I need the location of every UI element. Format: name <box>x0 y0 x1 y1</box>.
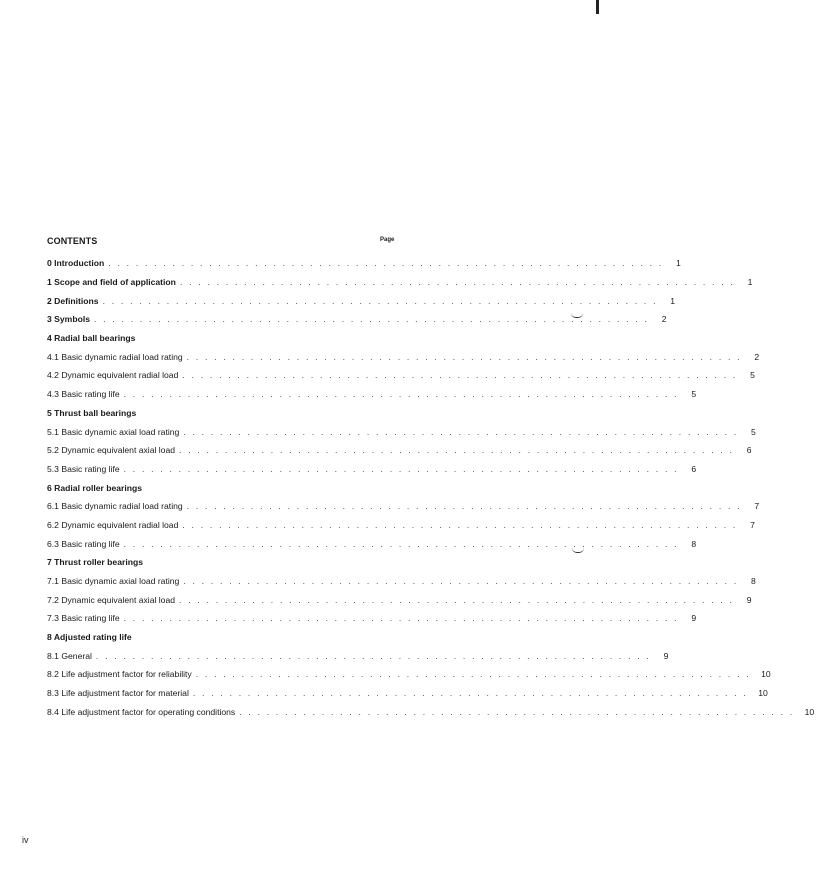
toc-section-heading <box>47 404 392 423</box>
dot-leader: . . . . . . . . . . . . . . . . . . . . . . . . . . . . . . . . . . . . . . . . . . . . . . . . . . . . . . . . . . . . . <box>179 277 736 288</box>
toc-entry[interactable] <box>47 572 756 591</box>
toc-entry-page: 9 <box>691 613 697 624</box>
toc-entry-title: 7.3 Basic rating life <box>47 613 120 624</box>
dot-leader: . . . . . . . . . . . . . . . . . . . . . . . . . . . . . . . . . . . . . . . . . . . . . . . . . . . . . . . . . . . . . <box>123 463 679 474</box>
toc-section-heading <box>47 478 392 497</box>
toc-section-heading <box>47 329 392 348</box>
toc-section-title: 7 Thrust roller bearings <box>47 557 143 568</box>
toc-entry[interactable] <box>47 609 697 628</box>
toc-entry-title: 5.3 Basic rating life <box>47 463 120 474</box>
dot-leader: . . . . . . . . . . . . . . . . . . . . . . . . . . . . . . . . . . . . . . . . . . . . . . . . . . . . . . . . . . . . . <box>186 501 742 512</box>
toc-entry[interactable] <box>47 310 667 329</box>
toc-entry-title: 4.3 Basic rating life <box>47 389 120 400</box>
dot-leader: . . . . . . . . . . . . . . . . . . . . . . . . . . . . . . . . . . . . . . . . . . . . . . . . . . . . . . . . . . . . . <box>108 258 664 269</box>
toc-entry-title: 2 Definitions <box>47 295 99 306</box>
toc-entry-page: 1 <box>747 277 753 288</box>
toc-entry-page: 5 <box>750 370 755 381</box>
toc-entry-page: 2 <box>754 351 760 362</box>
dot-leader: . . . . . . . . . . . . . . . . . . . . . . . . . . . . . . . . . . . . . . . . . . . . . . . . . . . . . . . . . . . . . <box>179 445 735 456</box>
scan-artifact-mark <box>572 548 584 553</box>
dot-leader: . . . . . . . . . . . . . . . . . . . . . . . . . . . . . . . . . . . . . . . . . . . . . . . . . . . . . . . . . . . . . <box>239 706 795 717</box>
dot-leader: . . . . . . . . . . . . . . . . . . . . . . . . . . . . . . . . . . . . . . . . . . . . . . . . . . . . . . . . . . . . . <box>102 295 658 306</box>
toc-entry[interactable] <box>47 703 815 722</box>
toc-entry-page: 5 <box>751 426 756 437</box>
dot-leader: . . . . . . . . . . . . . . . . . . . . . . . . . . . . . . . . . . . . . . . . . . . . . . . . . . . . . . . . . . . . . <box>123 613 679 624</box>
toc-entry[interactable] <box>47 441 752 460</box>
dot-leader: . . . . . . . . . . . . . . . . . . . . . . . . . . . . . . . . . . . . . . . . . . . . . . . . . . . . . . . . . . . . . <box>179 594 735 605</box>
dot-leader: . . . . . . . . . . . . . . . . . . . . . . . . . . . . . . . . . . . . . . . . . . . . . . . . . . . . . . . . . . . . . <box>94 314 650 325</box>
toc-entry-title: 4.2 Dynamic equivalent radial load <box>47 370 179 381</box>
toc-entry-title: 8.1 General <box>47 650 92 661</box>
scan-edge-mark <box>596 0 599 14</box>
toc-entry-title: 7.2 Dynamic equivalent axial load <box>47 594 176 605</box>
toc-entry[interactable] <box>47 665 771 684</box>
dot-leader: . . . . . . . . . . . . . . . . . . . . . . . . . . . . . . . . . . . . . . . . . . . . . . . . . . . . . . . . . . . . . <box>183 576 739 587</box>
toc-entry-title: 4.1 Basic dynamic radial load rating <box>47 351 183 362</box>
toc-entry[interactable] <box>47 590 752 609</box>
dot-leader: . . . . . . . . . . . . . . . . . . . . . . . . . . . . . . . . . . . . . . . . . . . . . . . . . . . . . . . . . . . . . <box>123 389 679 400</box>
toc-entry-page: 9 <box>746 594 752 605</box>
toc-entry-page: 10 <box>758 688 768 699</box>
toc-section-title: 5 Thrust ball bearings <box>47 407 137 418</box>
dot-leader: . . . . . . . . . . . . . . . . . . . . . . . . . . . . . . . . . . . . . . . . . . . . . . . . . . . . . . . . . . . . . <box>182 519 738 530</box>
toc-entry-page: 5 <box>691 389 697 400</box>
dot-leader: . . . . . . . . . . . . . . . . . . . . . . . . . . . . . . . . . . . . . . . . . . . . . . . . . . . . . . . . . . . . . <box>123 538 679 549</box>
toc-entry[interactable] <box>47 497 760 516</box>
toc-entry-title: 6.2 Dynamic equivalent radial load <box>47 519 179 530</box>
dot-leader: . . . . . . . . . . . . . . . . . . . . . . . . . . . . . . . . . . . . . . . . . . . . . . . . . . . . . . . . . . . . . <box>195 669 751 680</box>
toc-entry-title: 7.1 Basic dynamic axial load rating <box>47 576 180 587</box>
toc-entry-page: 1 <box>670 295 676 306</box>
toc-entry-page: 8 <box>751 576 756 587</box>
toc-section-title: 8 Adjusted rating life <box>47 632 132 643</box>
dot-leader: . . . . . . . . . . . . . . . . . . . . . . . . . . . . . . . . . . . . . . . . . . . . . . . . . . . . . . . . . . . . . <box>182 370 738 381</box>
toc-entry[interactable] <box>47 460 697 479</box>
toc-entry[interactable] <box>47 385 697 404</box>
page-number: iv <box>22 835 29 845</box>
dot-leader: . . . . . . . . . . . . . . . . . . . . . . . . . . . . . . . . . . . . . . . . . . . . . . . . . . . . . . . . . . . . . <box>95 650 652 661</box>
toc-entry-page: 10 <box>804 706 815 717</box>
page-column-label: Page <box>380 237 395 243</box>
dot-leader: . . . . . . . . . . . . . . . . . . . . . . . . . . . . . . . . . . . . . . . . . . . . . . . . . . . . . . . . . . . . . <box>186 351 742 362</box>
toc-entry-title: 6.3 Basic rating life <box>47 538 120 549</box>
toc-entry-page: 6 <box>691 463 697 474</box>
dot-leader: . . . . . . . . . . . . . . . . . . . . . . . . . . . . . . . . . . . . . . . . . . . . . . . . . . . . . . . . . . . . . <box>192 688 748 699</box>
toc-entry[interactable] <box>47 684 768 703</box>
dot-leader: . . . . . . . . . . . . . . . . . . . . . . . . . . . . . . . . . . . . . . . . . . . . . . . . . . . . . . . . . . . . . <box>183 426 739 437</box>
toc-entry-page: 8 <box>691 538 697 549</box>
toc-section-title: 6 Radial roller bearings <box>47 482 143 493</box>
toc-entry-page: 10 <box>761 669 771 680</box>
toc-entry[interactable] <box>47 516 755 535</box>
toc-entry[interactable] <box>47 534 697 553</box>
toc-entry[interactable] <box>47 291 676 310</box>
toc-entry-page: 7 <box>750 519 755 530</box>
toc-entry[interactable] <box>47 254 681 273</box>
toc-entry-page: 1 <box>676 258 681 269</box>
toc-entry[interactable] <box>47 347 760 366</box>
toc-entry-page: 7 <box>754 501 760 512</box>
toc-entry-title: 0 Introduction <box>47 258 105 269</box>
table-of-contents <box>47 254 815 721</box>
toc-entry[interactable] <box>47 646 669 665</box>
toc-entry-title: 8.3 Life adjustment factor for material <box>47 688 189 699</box>
toc-entry[interactable] <box>47 422 756 441</box>
toc-section-heading <box>47 553 392 572</box>
toc-entry-title: 8.2 Life adjustment factor for reliability <box>47 669 192 680</box>
toc-entry-title: 3 Symbols <box>47 314 90 325</box>
toc-section-heading <box>47 628 392 647</box>
toc-entry-title: 1 Scope and field of application <box>47 277 176 288</box>
toc-entry-page: 9 <box>663 650 669 661</box>
toc-entry[interactable] <box>47 366 755 385</box>
toc-entry-page: 2 <box>661 314 667 325</box>
toc-entry-title: 5.2 Dynamic equivalent axial load <box>47 445 176 456</box>
toc-section-title: 4 Radial ball bearings <box>47 333 136 344</box>
toc-entry-page: 6 <box>746 445 752 456</box>
toc-entry-title: 8.4 Life adjustment factor for operating conditions <box>47 706 236 717</box>
toc-entry-title: 6.1 Basic dynamic radial load rating <box>47 501 183 512</box>
contents-heading: CONTENTS <box>47 236 98 246</box>
toc-entry[interactable] <box>47 273 753 292</box>
toc-entry-title: 5.1 Basic dynamic axial load rating <box>47 426 180 437</box>
